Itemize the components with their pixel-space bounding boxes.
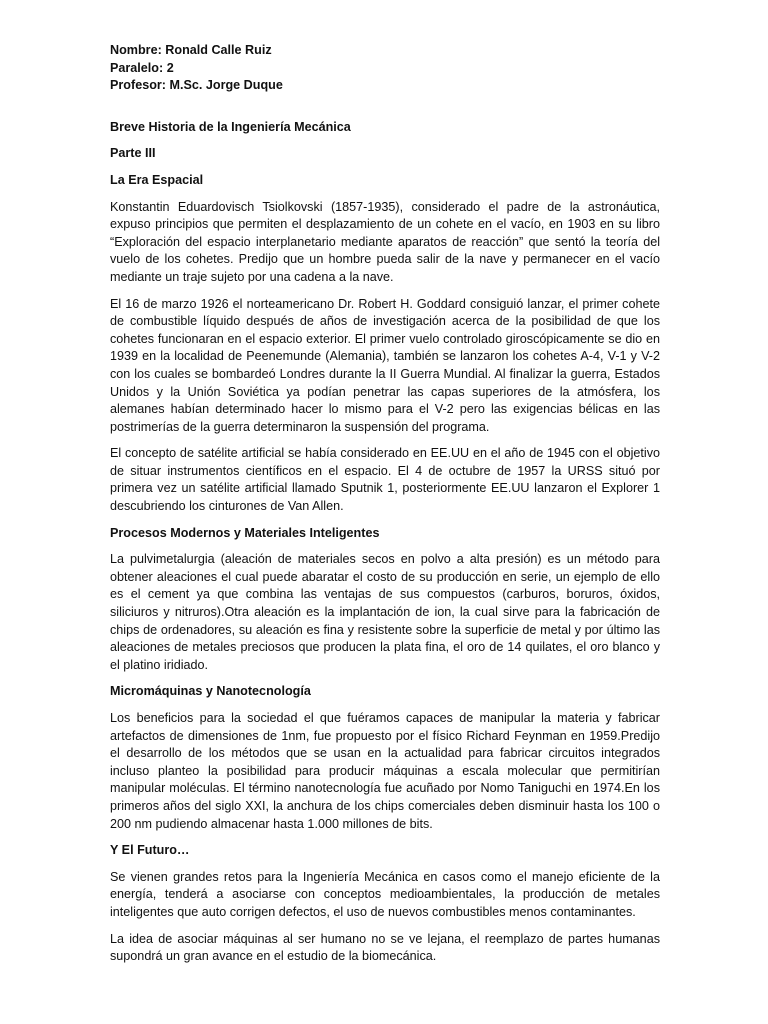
paragraph: La pulvimetalurgia (aleación de materiales secos en polvo a alta presión) es un método para obtener aleaciones el cual puede abaratar el costo de su producción en serie, un ejemplo de ello es el cement ya que combina las ventajas de sus compuestos (carburos, boruros, óxidos, siliciuros y nitruros).Otra aleación es la implantación de ion, la cual sirve para la fabricación de chips de ordenadores, su aleación es fina y resistente sobre la superficie de metal y por último las aleaciones de metales preciosos que producen la plata fina, el oro de 14 quilates, el oro blanco y el platino iridiado. (110, 552, 660, 672)
section-heading: Procesos Modernos y Materiales Inteligentes (110, 525, 380, 540)
paragraph: Se vienen grandes retos para la Ingeniería Mecánica en casos como el manejo eficiente de la energía, tenderá a asociarse con conceptos medioambientales, la producción de metales inteligentes que auto corrigen defectos, el uso de nuevos combustibles menos contaminantes. (110, 869, 660, 919)
section-future (110, 842, 660, 966)
section-heading: Y El Futuro… (110, 843, 190, 858)
student-name: Nombre: Ronald Calle Ruiz (110, 43, 272, 57)
document-part: Parte III (110, 146, 156, 161)
paragraph: Los beneficios para la sociedad el que fuéramos capaces de manipular la materia y fabricar artefactos de dimensiones de 1nm, fue propuesto por el físico Richard Feynman en 1959.Predijo el desarrollo de los métodos que se usan en la actualidad para fabricar circuitos integrados incluso planteo la posibilidad para producir máquinas a escala molecular que permitirían manipular moléculas. El término nanotecnología fue acuñado por Nomo Taniguchi en 1974.En los primeros años del siglo XXI, la anchura de los chips comerciales deben disminuir hasta los 100 o 200 nm pudiendo almacenar hasta 1.000 millones de bits. (110, 711, 660, 831)
paragraph: El 16 de marzo 1926 el norteamericano Dr. Robert H. Goddard consiguió lanzar, el primer cohete de combustible líquido después de años de investigación acerca de la posibilidad de que los cohetes funcionaran en el espacio exterior. El primer vuelo controlado giroscópicamente se dio en 1939 en la localidad de Peenemunde (Alemania), también se lanzaron los cohetes A-4, V-1 y V-2 con los cuales se bombardeó Londres durante la II Guerra Mundial. Al finalizar la guerra, Estados Unidos y la Unión Soviética ya podían penetrar las capas superiores de la atmósfera, los alemanes habían determinado hacer lo mismo para el V-2 pero las exigencias bélicas en las postrimerías de la guerra determinaron la suspensión del programa. (110, 296, 660, 434)
class-section: Paralelo: 2 (110, 60, 174, 75)
section-nanotechnology (110, 683, 660, 833)
section-modern-processes (110, 525, 660, 675)
section-heading: La Era Espacial (110, 172, 204, 187)
author-header (110, 42, 660, 95)
document-page (110, 42, 660, 975)
paragraph: La idea de asociar máquinas al ser humano no se ve lejana, el reemplazo de partes humanas supondrá un gran avance en el estudio de la biomecánica. (110, 931, 660, 964)
section-space-age (110, 172, 660, 516)
paragraph: Konstantin Eduardovisch Tsiolkovski (1857-1935), considerado el padre de la astronáutica, expuso principios que permiten el desplazamiento de un cohete en el vacío, en 1903 en su libro “Exploración del espacio interplanetario mediante aparatos de reacción” que sentó la teoría del vuelo de los cohetes. Predijo que un hombre pueda salir de la nave y permanecer en el vacío mediante un traje sujeto por una cadena a la nave. (110, 199, 660, 284)
professor-name: Profesor: M.Sc. Jorge Duque (110, 78, 283, 93)
section-heading: Micromáquinas y Nanotecnología (110, 684, 311, 699)
paragraph: El concepto de satélite artificial se había considerado en EE.UU en el año de 1945 con el objetivo de situar instrumentos científicos en el espacio. El 4 de octubre de 1957 la URSS situó por primera vez un satélite artificial llamado Sputnik 1, posteriormente EE.UU lanzaron el Explorer 1 descubriendo los cinturones de Van Allen. (110, 446, 660, 514)
document-title: Breve Historia de la Ingeniería Mecánica (110, 119, 351, 134)
